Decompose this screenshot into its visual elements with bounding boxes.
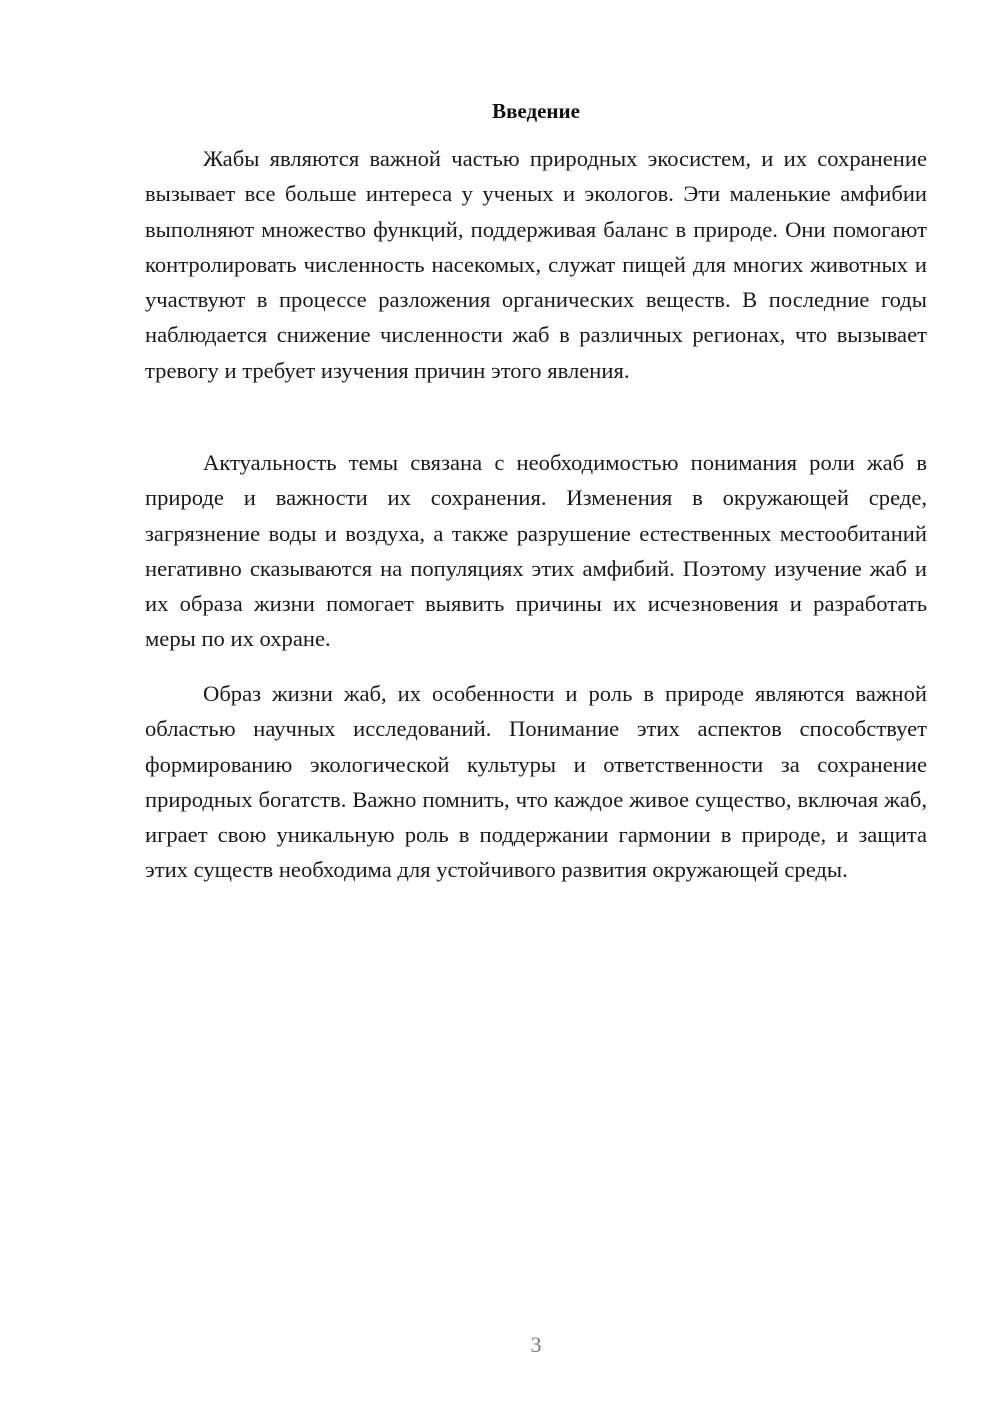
section-title: Введение — [492, 99, 580, 123]
paragraph-2: Актуальность темы связана с необходимостью понимания роли жаб в природе и важности их сохранения. Изменения в окружающей среде, загрязнение воды и воздуха, а также разрушение естественных местообитаний негативно сказываются на популяциях этих амфибий. Поэтому изучение жаб и их образа жизни помогает выявить причины их исчезновения и разработать меры по их охране. — [145, 450, 927, 652]
page-number: 3 — [530, 1332, 542, 1357]
paragraph-3: Образ жизни жаб, их особенности и роль в природе являются важной областью научных исследований. Понимание этих аспектов способствует формированию экологической культуры и ответственности за сохранение природных богатств. Важно помнить, что каждое живое существо, включая жаб, играет свою уникальную роль в поддержании гармонии в природе, и защита этих существ необходима для устойчивого развития окружающей среды. — [145, 681, 927, 883]
paragraph-1: Жабы являются важной частью природных экосистем, и их сохранение вызывает все больше интереса у ученых и экологов. Эти маленькие амфибии выполняют множество функций, поддерживая баланс в природе. Они помогают контролировать численность насекомых, служат пищей для многих животных и участвуют в процессе разложения органических веществ. В последние годы наблюдается снижение численности жаб в различных регионах, что вызывает тревогу и требует изучения причин этого явления. — [145, 146, 927, 383]
